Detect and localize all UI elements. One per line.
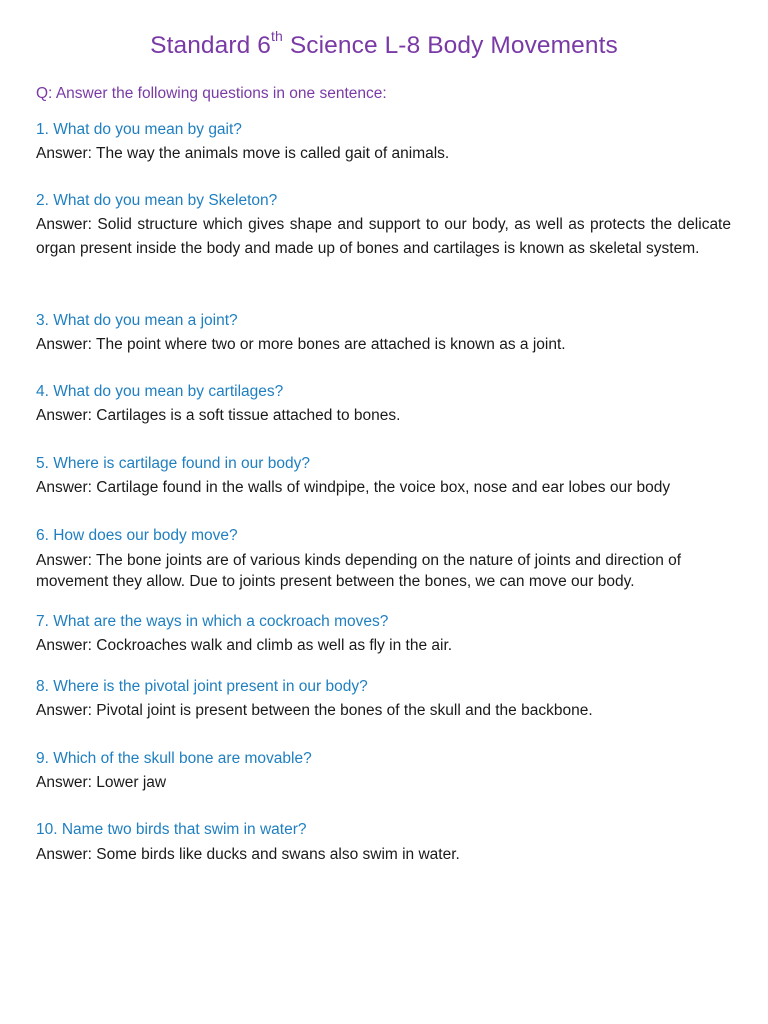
question-8: 8. Where is the pivotal joint present in our body? <box>36 678 368 695</box>
title-suffix: Science L-8 Body Movements <box>289 32 618 59</box>
title-prefix: Standard 6 <box>150 32 271 59</box>
question-5: 5. Where is cartilage found in our body? <box>36 455 310 472</box>
question-3: 3. What do you mean a joint? <box>36 312 238 329</box>
question-6: 6. How does our body move? <box>36 527 238 544</box>
answer-8: Answer: Pivotal joint is present between the bones of the skull and the backbone. <box>36 702 593 719</box>
answer-10: Answer: Some birds like ducks and swans also swim in water. <box>36 846 460 863</box>
answer-3: Answer: The point where two or more bones are attached is known as a joint. <box>36 336 566 353</box>
question-2: 2. What do you mean by Skeleton? <box>36 192 278 209</box>
answer-5: Answer: Cartilage found in the walls of windpipe, the voice box, nose and ear lobes our body <box>36 479 671 496</box>
question-1: 1. What do you mean by gait? <box>36 121 242 138</box>
answer-1: Answer: The way the animals move is called gait of animals. <box>36 145 450 162</box>
question-10: 10. Name two birds that swim in water? <box>36 821 307 838</box>
title-superscript: th <box>271 28 283 44</box>
page-title <box>0 28 768 60</box>
answer-6: Answer: The bone joints are of various kinds depending on the nature of joints and direction of movement they allow. Due to joints present between the bones, we can move our body. <box>36 552 682 590</box>
question-7: 7. What are the ways in which a cockroach moves? <box>36 613 389 630</box>
answer-7: Answer: Cockroaches walk and climb as well as fly in the air. <box>36 637 453 654</box>
instruction-text: Q: Answer the following questions in one sentence: <box>36 85 387 102</box>
answer-2: Answer: Solid structure which gives shape and support to our body, as well as protects the delicate organ present inside the body and made up of bones and cartilages is known as skeletal system. <box>36 216 731 257</box>
answer-4: Answer: Cartilages is a soft tissue attached to bones. <box>36 407 401 424</box>
answer-9: Answer: Lower jaw <box>36 774 167 791</box>
question-4: 4. What do you mean by cartilages? <box>36 383 284 400</box>
question-9: 9. Which of the skull bone are movable? <box>36 750 312 767</box>
